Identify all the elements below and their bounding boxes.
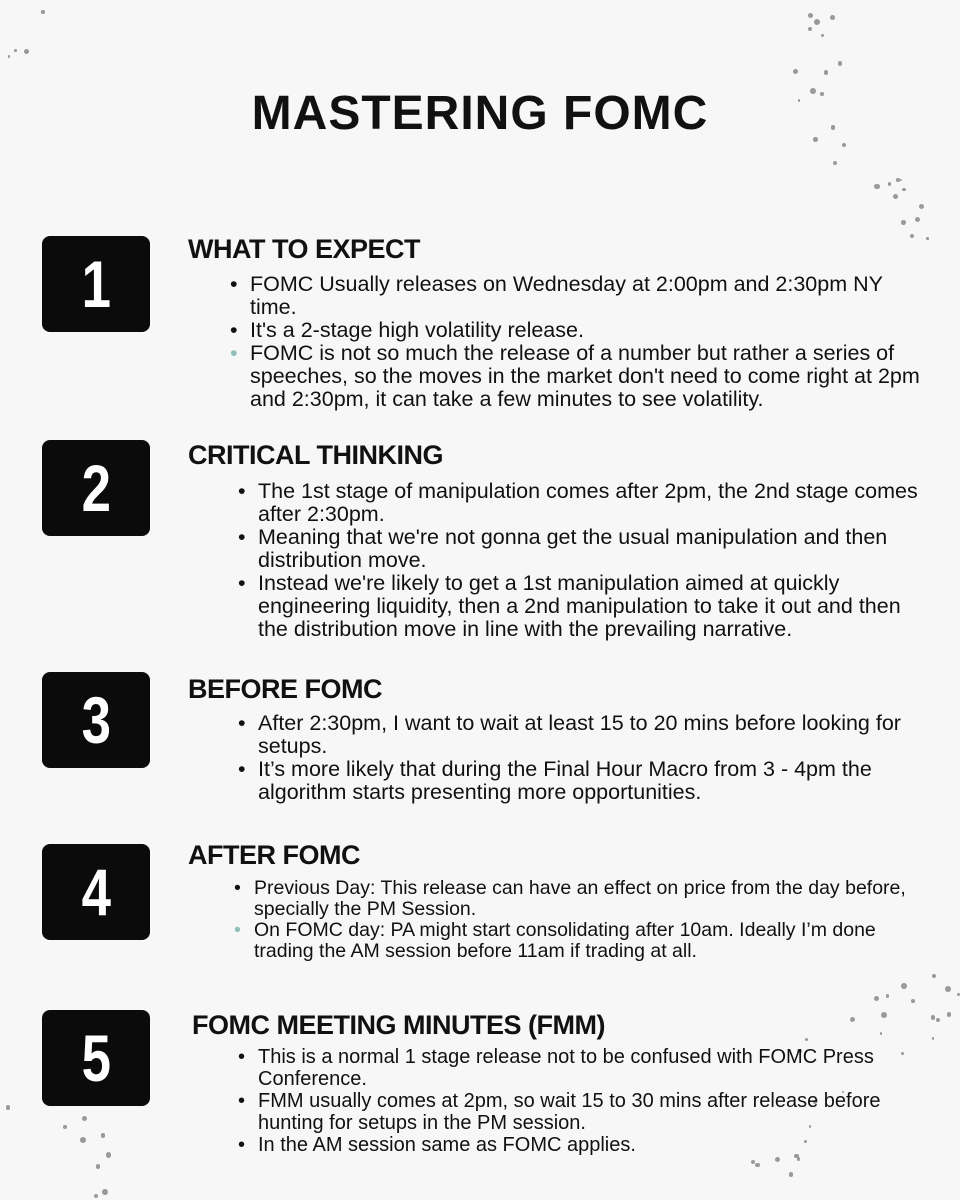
decorative-dot — [874, 184, 879, 189]
decorative-dot — [874, 996, 879, 1001]
decorative-dot — [775, 1157, 780, 1162]
section-heading: FOMC MEETING MINUTES (FMM) — [192, 1010, 605, 1040]
decorative-dot — [947, 1012, 951, 1016]
decorative-dot — [910, 234, 914, 238]
decorative-dot — [919, 204, 924, 209]
decorative-dot — [842, 143, 846, 147]
step-number-box — [42, 440, 150, 536]
bullet-list — [228, 273, 928, 411]
list-item: • FMM usually comes at 2pm, so wait 15 to 30 mins after release before hunting for setups in the PM session. — [236, 1090, 916, 1134]
step-number: 4 — [81, 855, 111, 929]
decorative-dot — [793, 69, 798, 74]
decorative-dot — [911, 999, 915, 1003]
decorative-dot — [8, 55, 11, 58]
decorative-dot — [94, 1194, 99, 1199]
decorative-dot — [833, 161, 837, 165]
decorative-dot — [900, 179, 902, 181]
decorative-dot — [808, 13, 813, 18]
decorative-dot — [751, 1160, 755, 1164]
decorative-dot — [80, 1137, 86, 1143]
decorative-dot — [63, 1125, 67, 1129]
decorative-dot — [808, 27, 812, 31]
decorative-dot — [881, 1012, 887, 1018]
list-item: • The 1st stage of manipulation comes after 2pm, the 2nd stage comes after 2:30pm. — [236, 480, 926, 526]
step-number-box — [42, 672, 150, 768]
decorative-dot — [880, 1032, 883, 1035]
decorative-dot — [926, 237, 929, 240]
bullet-list — [232, 878, 912, 962]
list-item: • FOMC is not so much the release of a number but rather a series of speeches, so the moves in the market don't need to come right at 2pm and 2:30pm, it can take a few minutes to see volatility. — [228, 342, 928, 411]
decorative-dot — [814, 19, 820, 25]
list-item: • It's a 2-stage high volatility release. — [228, 319, 928, 342]
decorative-dot — [888, 182, 891, 185]
decorative-dot — [932, 1037, 934, 1039]
decorative-dot — [901, 220, 906, 225]
decorative-dot — [789, 1172, 793, 1176]
step-number-box — [42, 236, 150, 332]
list-item: • On FOMC day: PA might start consolidating after 10am. Ideally I’m done trading the AM session before 11am if trading at all. — [232, 920, 912, 962]
decorative-dot — [915, 217, 920, 222]
bullet-list — [236, 1046, 916, 1156]
decorative-dot — [936, 1018, 940, 1022]
decorative-dot — [805, 1038, 808, 1041]
bullet-list — [236, 480, 926, 641]
page-title: MASTERING FOMC — [251, 87, 709, 140]
list-item: • This is a normal 1 stage release not to be confused with FOMC Press Conference. — [236, 1046, 916, 1090]
decorative-dot — [901, 983, 907, 989]
decorative-dot — [931, 1015, 936, 1020]
section-heading: WHAT TO EXPECT — [188, 234, 421, 264]
decorative-dot — [755, 1163, 759, 1167]
decorative-dot — [830, 15, 835, 20]
decorative-dot — [838, 61, 843, 66]
step-number: 1 — [81, 247, 111, 321]
decorative-dot — [96, 1164, 101, 1169]
step-number-box — [42, 844, 150, 940]
step-number: 2 — [81, 451, 111, 525]
decorative-dot — [41, 10, 45, 14]
list-item: • In the AM session same as FOMC applies. — [236, 1134, 916, 1156]
decorative-dot — [101, 1133, 105, 1137]
section-heading: AFTER FOMC — [188, 840, 360, 870]
bullet-list — [236, 712, 926, 804]
decorative-dot — [893, 194, 898, 199]
decorative-dot — [886, 994, 890, 998]
decorative-dot — [106, 1152, 112, 1158]
section-heading: CRITICAL THINKING — [188, 440, 443, 470]
decorative-dot — [821, 34, 824, 37]
list-item: • Meaning that we're not gonna get the usual manipulation and then distribution move. — [236, 526, 926, 572]
decorative-dot — [945, 986, 951, 992]
list-item: • FOMC Usually releases on Wednesday at 2:00pm and 2:30pm NY time. — [228, 273, 928, 319]
decorative-dot — [824, 70, 828, 74]
step-number: 3 — [81, 683, 111, 757]
decorative-dot — [902, 188, 905, 191]
list-item: • Previous Day: This release can have an effect on price from the day before, specially the PM Session. — [232, 878, 912, 920]
decorative-dot — [102, 1189, 108, 1195]
decorative-dot — [24, 49, 29, 54]
section-heading: BEFORE FOMC — [188, 674, 382, 704]
list-item: • Instead we're likely to get a 1st manipulation aimed at quickly engineering liquidity, then a 2nd manipulation to take it out and then the distribution move in line with the prevailing narrative. — [236, 572, 926, 641]
decorative-dot — [957, 993, 960, 996]
decorative-dot — [850, 1017, 855, 1022]
step-number-box — [42, 1010, 150, 1106]
list-item: • After 2:30pm, I want to wait at least 15 to 20 mins before looking for setups. — [236, 712, 926, 758]
decorative-dot — [932, 974, 936, 978]
decorative-dot — [14, 49, 17, 52]
decorative-dot — [82, 1116, 87, 1121]
step-number: 5 — [81, 1021, 111, 1095]
list-item: • It’s more likely that during the Final Hour Macro from 3 - 4pm the algorithm starts presenting more opportunities. — [236, 758, 926, 804]
decorative-dot — [6, 1105, 10, 1109]
